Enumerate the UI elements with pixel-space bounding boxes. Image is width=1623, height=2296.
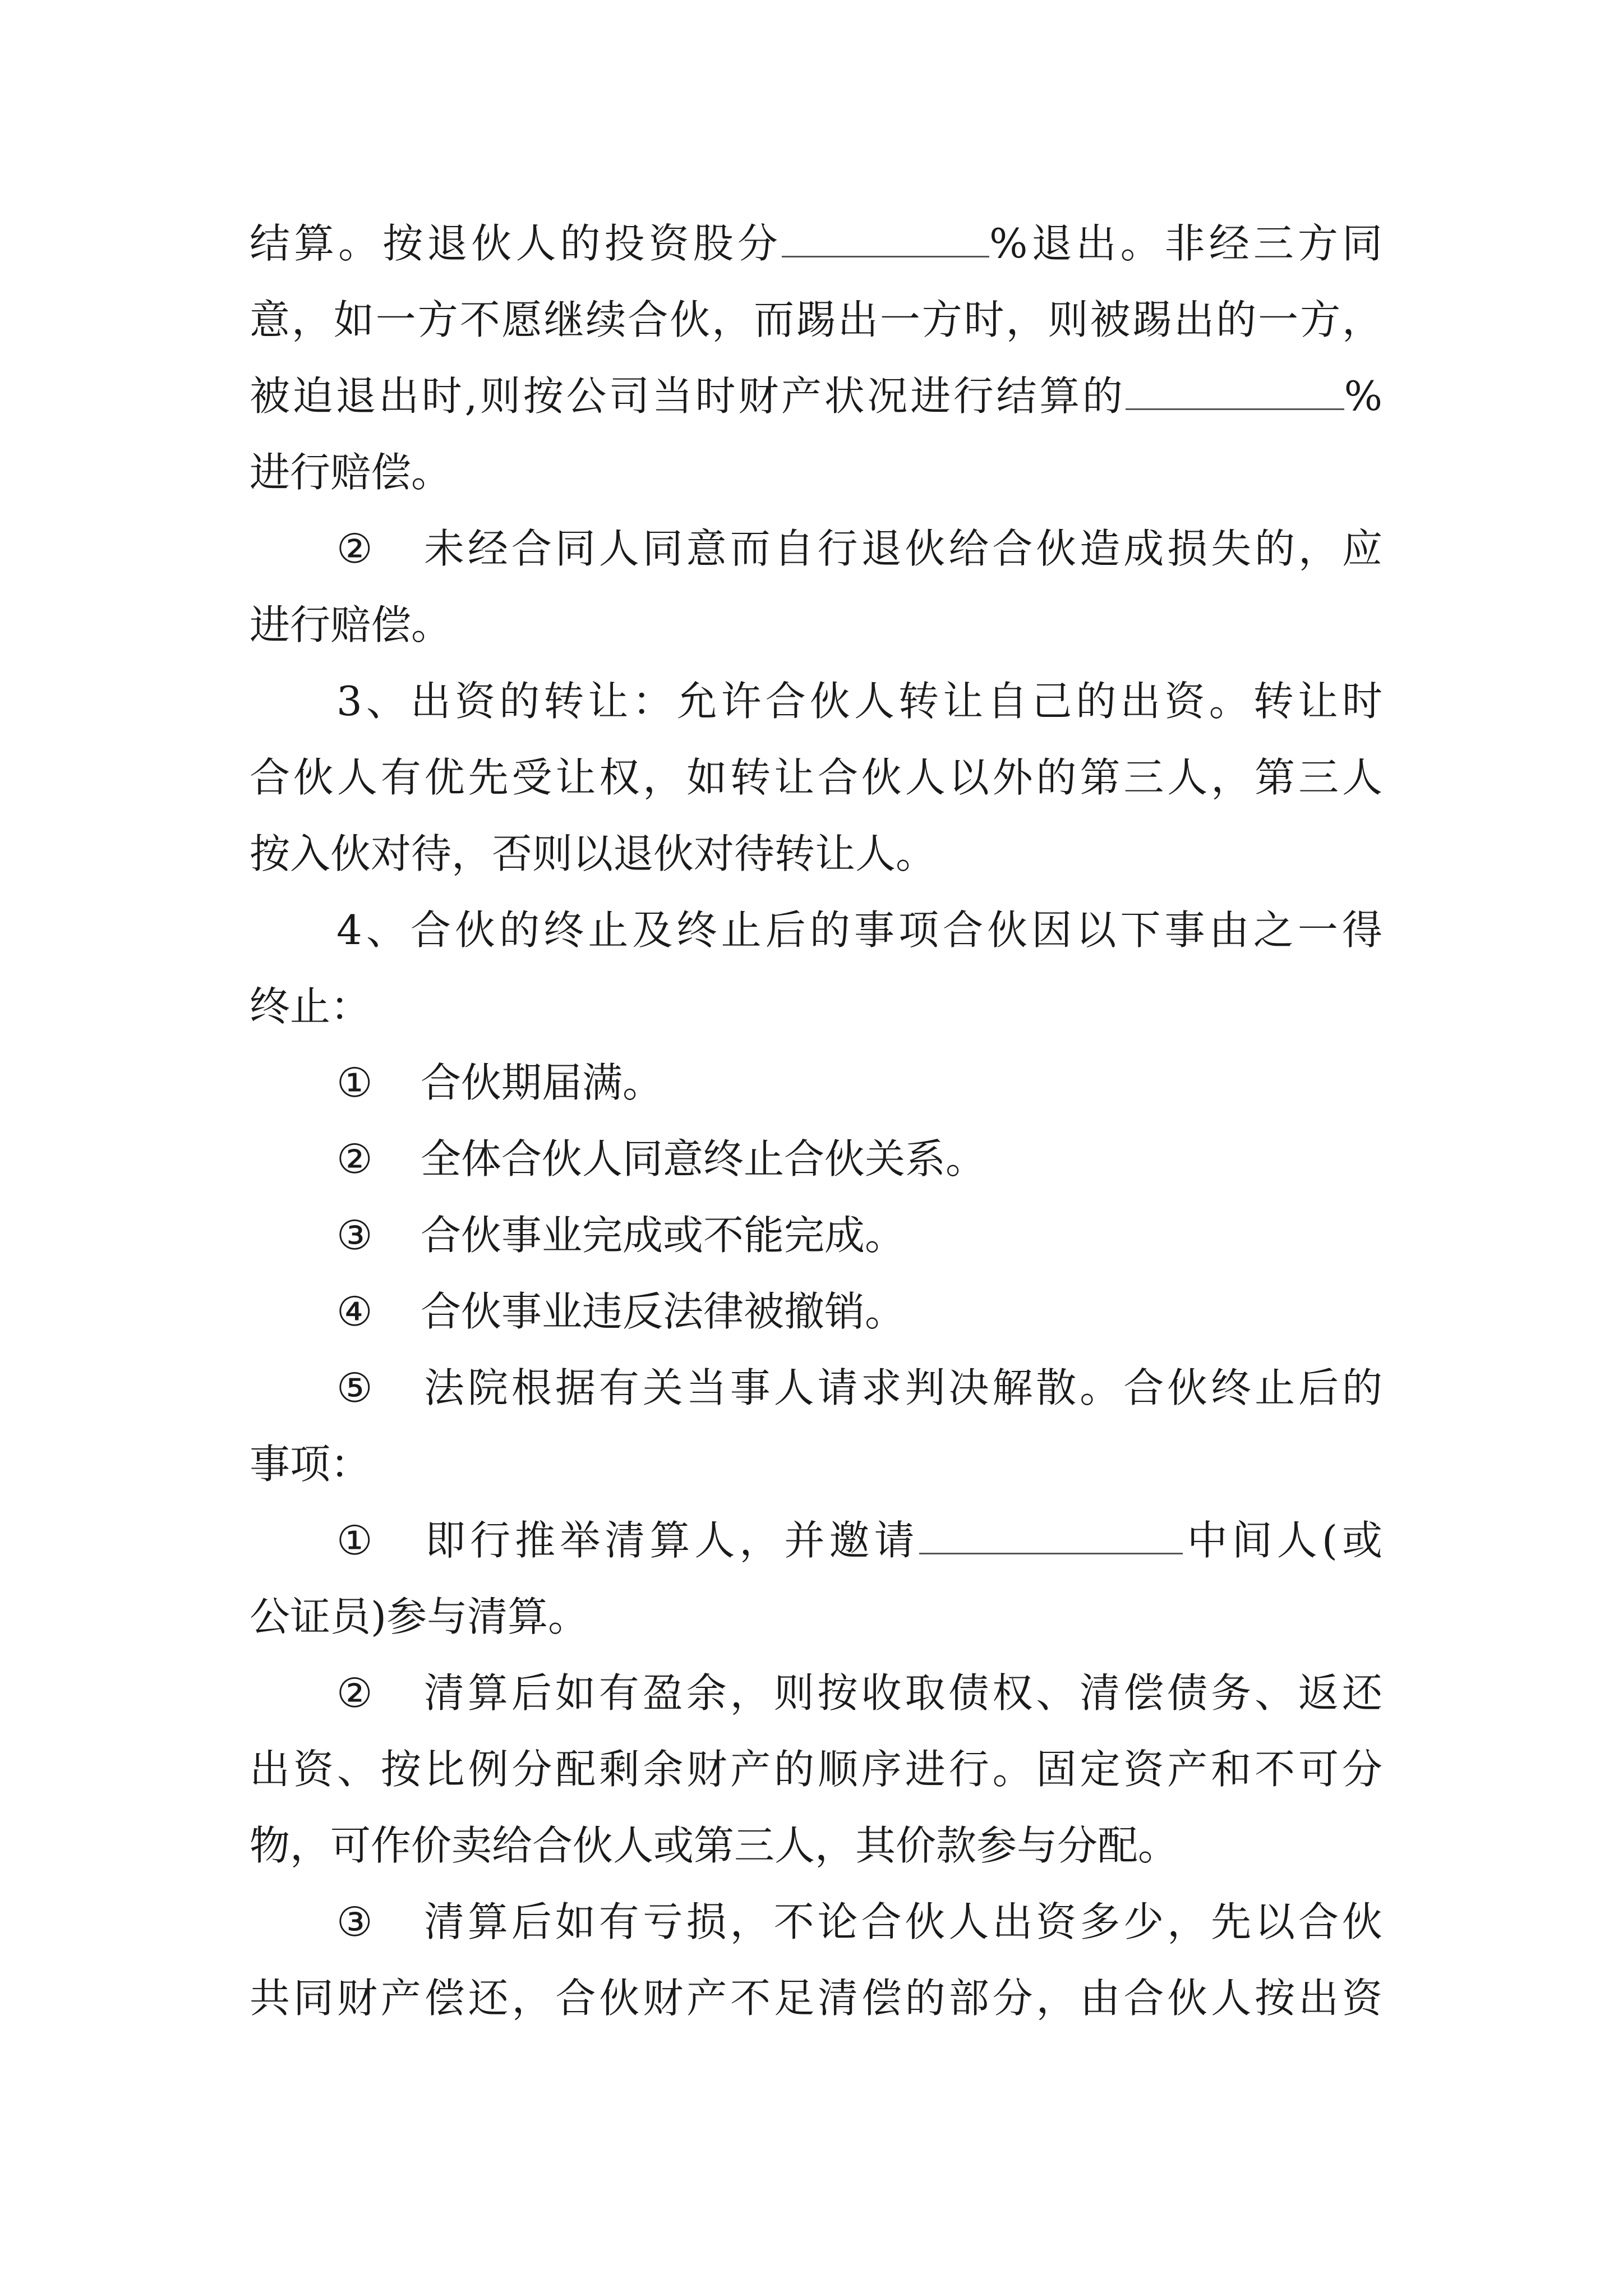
section-heading-line: 4、合伙的终止及终止后的事项合伙因以下事由之一得: [336, 907, 1382, 954]
list-marker: ②: [336, 1669, 373, 1717]
fill-in-blank: [1126, 370, 1344, 410]
list-item-text: 合伙事业违反法律被撤销。: [421, 1288, 906, 1335]
text-line: 事项：: [250, 1441, 371, 1488]
list-item-text: 合伙事业完成或不能完成。: [421, 1212, 906, 1259]
list-item: [336, 1354, 1382, 1421]
list-item: [336, 1125, 986, 1193]
list-item-text: 未经合同人同意而自行退伙给合伙造成损失的，应: [421, 525, 1382, 572]
list-item-text: 法院根据有关当事人请求判决解散。合伙终止后的: [421, 1364, 1382, 1411]
text-line: [250, 362, 1382, 430]
list-marker: ③: [336, 1212, 373, 1259]
list-marker: ②: [336, 1135, 373, 1182]
fill-in-blank: [782, 218, 989, 257]
list-item: [336, 1888, 1382, 1955]
list-item-text: 即行推举清算人，并邀请: [421, 1517, 919, 1564]
fill-in-blank: [919, 1515, 1183, 1554]
list-item-text: 清算后如有盈余，则按收取债权、清偿债务、返还: [421, 1669, 1382, 1717]
list-item-text: 全体合伙人同意终止合伙关系。: [421, 1135, 986, 1182]
list-marker: ③: [336, 1898, 373, 1945]
text-line: 进行赔偿。: [250, 449, 452, 496]
list-item: [336, 1659, 1382, 1727]
text-line: 物，可作价卖给合伙人或第三人，其价款参与分配。: [250, 1822, 1179, 1869]
list-item-text: 合伙期届满。: [421, 1059, 663, 1106]
text-segment: %退出。非经三方同: [989, 220, 1382, 267]
text-line: 进行赔偿。: [250, 601, 452, 648]
list-marker: ④: [336, 1288, 373, 1335]
text-line: 意，如一方不愿继续合伙，而踢出一方时，则被踢出的一方，: [250, 296, 1382, 343]
list-item: [336, 1278, 905, 1345]
text-line: 终止：: [250, 983, 371, 1030]
list-item: [336, 1049, 663, 1116]
text-line: 共同财产偿还，合伙财产不足清偿的部分，由合伙人按出资: [250, 1975, 1382, 2022]
text-line: 公证员)参与清算。: [250, 1593, 589, 1640]
list-item-text: 中间人(或: [1182, 1517, 1382, 1564]
text-line: 出资、按比例分配剩余财产的顺序进行。固定资产和不可分: [250, 1746, 1382, 1793]
list-marker: ①: [336, 1059, 373, 1106]
list-item: [336, 1507, 1382, 1574]
list-item: [336, 1202, 905, 1269]
section-heading-line: 3、出资的转让：允许合伙人转让自己的出资。转让时: [336, 678, 1382, 725]
text-segment: %: [1344, 372, 1382, 420]
list-item: [336, 515, 1382, 582]
list-marker: ①: [336, 1517, 373, 1564]
text-line: [250, 210, 1382, 277]
text-line: 按入伙对待，否则以退伙对待转让人。: [250, 830, 937, 877]
text-segment: 被迫退出时,则按公司当时财产状况进行结算的: [250, 372, 1126, 420]
text-segment: 结算。按退伙人的投资股分: [250, 220, 782, 267]
list-item-text: 清算后如有亏损，不论合伙人出资多少，先以合伙: [421, 1898, 1382, 1945]
text-line: 合伙人有优先受让权，如转让合伙人以外的第三人，第三人: [250, 754, 1382, 801]
list-marker: ②: [336, 525, 373, 572]
list-marker: ⑤: [336, 1364, 373, 1411]
